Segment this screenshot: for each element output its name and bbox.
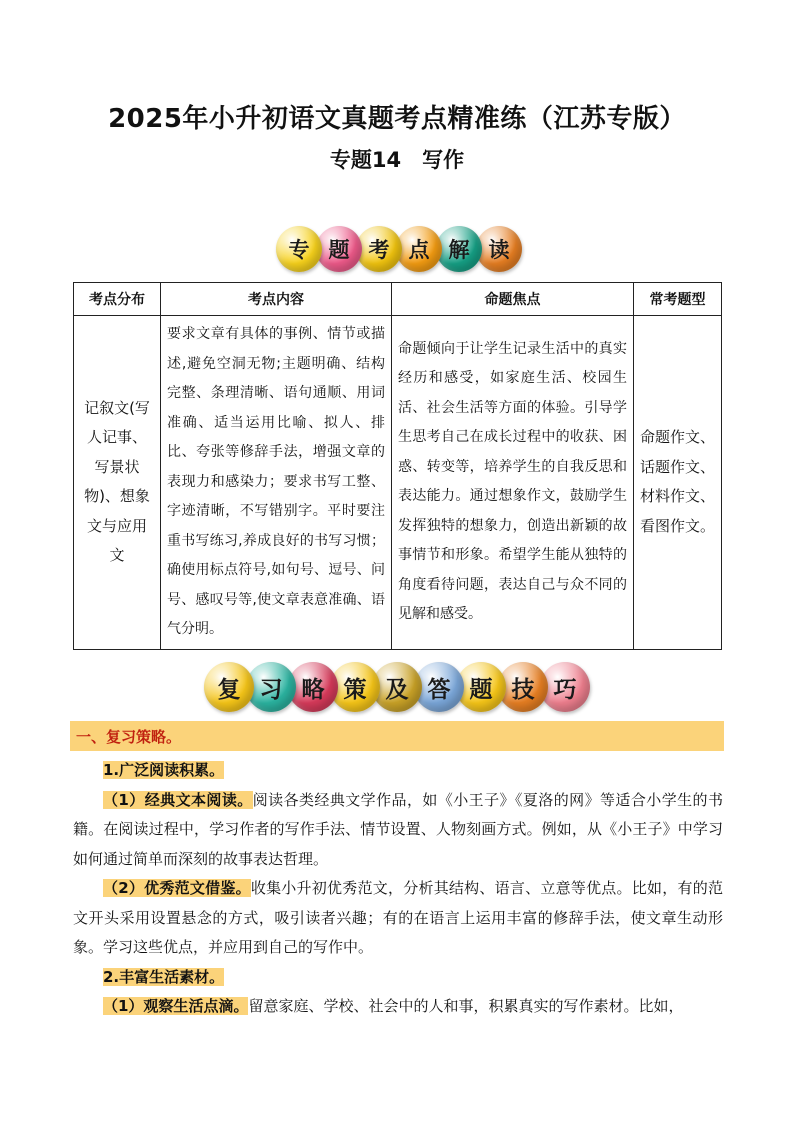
- banner-ball: 技: [498, 662, 548, 712]
- paragraph: [73, 992, 723, 1022]
- banner-ball: 题: [456, 662, 506, 712]
- banner-ball: 巧: [540, 662, 590, 712]
- document-subtitle: 专题14 写作: [329, 148, 465, 172]
- paragraph-label: （1）经典文本阅读。: [103, 790, 253, 809]
- table-header-cell: 常考题型: [634, 283, 722, 316]
- banner-topic-analysis: [276, 226, 516, 272]
- banner-ball: 略: [288, 662, 338, 712]
- table-row: [74, 316, 722, 650]
- banner-review-strategies: [204, 662, 582, 712]
- section-body: [73, 756, 723, 1022]
- paragraph: [73, 786, 723, 875]
- document-title: 2025年小升初语文真题考点精准练（江苏专版）: [108, 104, 686, 134]
- banner-ball: 点: [396, 226, 442, 272]
- paragraph-text: 留意家庭、学校、社会中的人和事，积累真实的写作素材。比如，: [248, 997, 684, 1015]
- banner-ball: 专: [276, 226, 322, 272]
- table-header-cell: 考点内容: [161, 283, 392, 316]
- banner-ball: 策: [330, 662, 380, 712]
- subheading: [73, 963, 723, 993]
- exam-point-table: [73, 282, 722, 650]
- paragraph-label: （1）观察生活点滴。: [103, 997, 249, 1015]
- subheading-text: 2.丰富生活素材。: [103, 967, 225, 986]
- section-heading-bar: [70, 721, 724, 751]
- banner-ball: 读: [476, 226, 522, 272]
- paragraph-label: （2）优秀范文借鉴。: [103, 879, 251, 897]
- subheading: [73, 756, 723, 786]
- banner-ball: 习: [246, 662, 296, 712]
- subheading-text: 1.广泛阅读积累。: [103, 761, 225, 779]
- banner-ball: 考: [356, 226, 402, 272]
- cell-focus: 命题倾向于让学生记录生活中的真实经历和感受，如家庭生活、校园生活、社会生活等方面的体验。引导学生思考自己在成长过程中的收获、困惑、转变等，培养学生的自我反思和表达能力。通过想象作文，鼓励学生发挥独特的想象力，创造出新颖的故事情节和形象。希望学生能从独特的角度看待问题，表达自己与众不同的见解和感受。: [392, 316, 634, 650]
- cell-distribution: 记叙文(写人记事、写景状物)、想象文与应用文: [74, 316, 161, 650]
- table-header-cell: 命题焦点: [392, 283, 634, 316]
- banner-ball: 解: [436, 226, 482, 272]
- paragraph: [73, 874, 723, 963]
- banner-ball: 复: [204, 662, 254, 712]
- cell-content: 要求文章有具体的事例、情节或描述,避免空洞无物;主题明确、结构完整、条理清晰、语句通顺、用词准确、适当运用比喻、拟人、排比、夸张等修辞手法，增强文章的表现力和感染力；要求书写工整、字迹清晰，不写错别字。平时要注重书写练习,养成良好的书写习惯；确使用标点符号,如句号、逗号、问号、感叹号等,使文章表意准确、语气分明。: [161, 316, 392, 650]
- table-header-cell: 考点分布: [74, 283, 161, 316]
- banner-ball: 答: [414, 662, 464, 712]
- table-header-row: [74, 283, 722, 316]
- paragraph-text: 收集小升初优秀范文，分析其结构、语言、立意等优点。比如，有的范文开头采用设置悬念的方式，吸引读者兴趣；有的在语言上运用丰富的修辞手法，使文章生动形象。学习这些优点，并应用到自己的写作中。: [73, 879, 723, 956]
- banner-ball: 题: [316, 226, 362, 272]
- cell-question-types: 命题作文、话题作文、材料作文、看图作文。: [634, 316, 722, 650]
- paragraph-text: 阅读各类经典文学作品，如《小王子》《夏洛的网》等适合小学生的书籍。在阅读过程中，学习作者的写作手法、情节设置、人物刻画方式。例如，从《小王子》中学习如何通过简单而深刻的故事表达哲理。: [73, 790, 723, 868]
- section-heading: 一、复习策略。: [76, 727, 182, 746]
- banner-ball: 及: [372, 662, 422, 712]
